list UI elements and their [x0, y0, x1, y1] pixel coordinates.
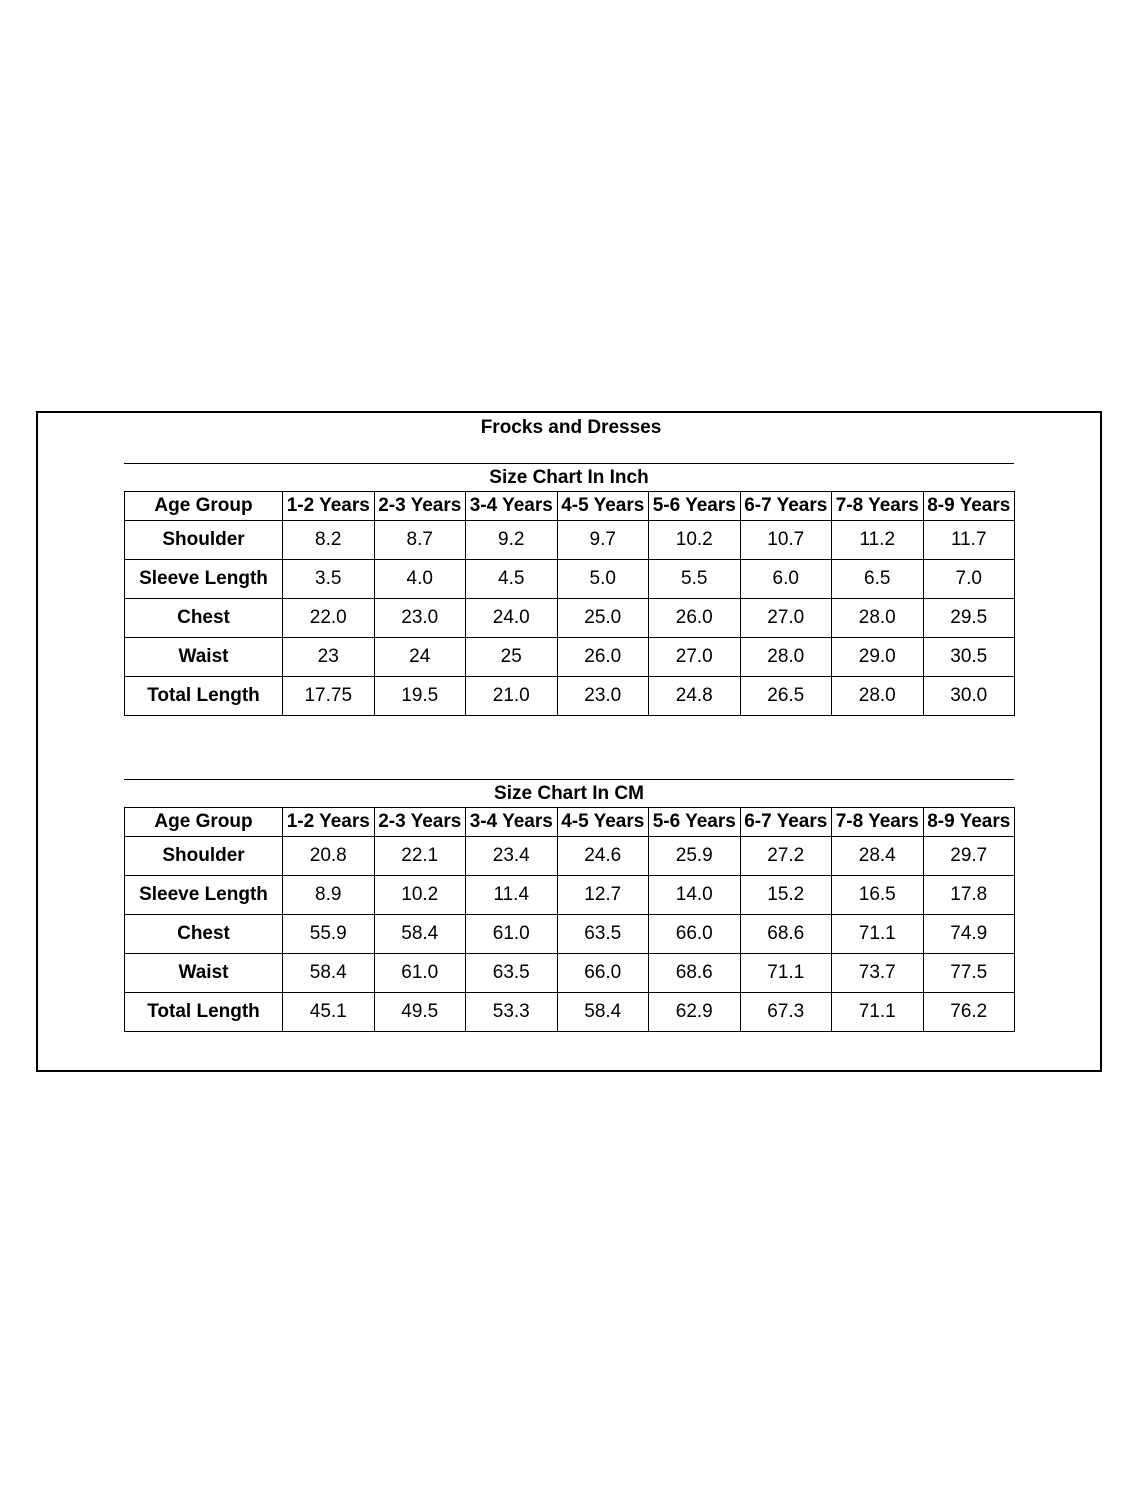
table-cell: 6.0	[740, 560, 832, 599]
table-cell: 28.0	[832, 677, 924, 716]
table-row	[125, 599, 1015, 638]
table-cell: 24.0	[466, 599, 558, 638]
table-cell: 9.2	[466, 521, 558, 560]
table-cell: 7.0	[923, 560, 1015, 599]
table-cell: 62.9	[649, 993, 741, 1032]
table-cell: 24.8	[649, 677, 741, 716]
row-label: Waist	[125, 638, 283, 677]
table-row	[125, 915, 1015, 954]
table-cell: 28.4	[832, 837, 924, 876]
table-row	[125, 993, 1015, 1032]
table-cell: 26.0	[557, 638, 649, 677]
table-cell: 29.7	[923, 837, 1015, 876]
document-title: Frocks and Dresses	[480, 417, 662, 438]
table-cell: 11.4	[466, 876, 558, 915]
row-label: Waist	[125, 954, 283, 993]
table-cell: 61.0	[466, 915, 558, 954]
table-row	[125, 954, 1015, 993]
table-cell: 66.0	[649, 915, 741, 954]
table-cell: 28.0	[832, 599, 924, 638]
table-cell: 22.0	[283, 599, 375, 638]
table-cell: 71.1	[740, 954, 832, 993]
column-header: 8-9 Years	[923, 808, 1015, 837]
column-header: 2-3 Years	[374, 808, 466, 837]
table-cell: 8.9	[283, 876, 375, 915]
table-cell: 30.0	[923, 677, 1015, 716]
table-cell: 26.5	[740, 677, 832, 716]
table-cell: 15.2	[740, 876, 832, 915]
table-cell: 29.5	[923, 599, 1015, 638]
row-label: Shoulder	[125, 837, 283, 876]
table-header-row	[125, 492, 1015, 521]
column-header: 1-2 Years	[283, 808, 375, 837]
age-group-header: Age Group	[125, 492, 283, 521]
table-cell: 16.5	[832, 876, 924, 915]
table-cell: 12.7	[557, 876, 649, 915]
size-chart-sheet	[36, 411, 1102, 1072]
column-header: 6-7 Years	[740, 808, 832, 837]
table-cell: 73.7	[832, 954, 924, 993]
table-cell: 63.5	[557, 915, 649, 954]
table-row	[125, 837, 1015, 876]
table-cell: 63.5	[466, 954, 558, 993]
row-label: Chest	[125, 915, 283, 954]
inch-chart-caption: Size Chart In Inch	[124, 463, 1014, 491]
table-cell: 58.4	[283, 954, 375, 993]
column-header: 7-8 Years	[832, 492, 924, 521]
table-cell: 10.7	[740, 521, 832, 560]
table-cell: 17.8	[923, 876, 1015, 915]
table-cell: 71.1	[832, 993, 924, 1032]
table-cell: 53.3	[466, 993, 558, 1032]
table-cell: 22.1	[374, 837, 466, 876]
inch-size-chart	[124, 463, 1014, 716]
row-label: Sleeve Length	[125, 876, 283, 915]
column-header: 2-3 Years	[374, 492, 466, 521]
table-cell: 23.4	[466, 837, 558, 876]
table-cell: 68.6	[740, 915, 832, 954]
table-cell: 21.0	[466, 677, 558, 716]
table-cell: 8.7	[374, 521, 466, 560]
table-cell: 6.5	[832, 560, 924, 599]
cm-size-chart	[124, 779, 1014, 1032]
row-label: Sleeve Length	[125, 560, 283, 599]
table-cell: 71.1	[832, 915, 924, 954]
table-cell: 28.0	[740, 638, 832, 677]
column-header: 8-9 Years	[923, 492, 1015, 521]
table-cell: 10.2	[374, 876, 466, 915]
column-header: 7-8 Years	[832, 808, 924, 837]
table-cell: 25.0	[557, 599, 649, 638]
column-header: 5-6 Years	[649, 492, 741, 521]
table-cell: 68.6	[649, 954, 741, 993]
table-cell: 25	[466, 638, 558, 677]
table-cell: 27.0	[740, 599, 832, 638]
cm-size-table	[124, 807, 1015, 1032]
row-label: Shoulder	[125, 521, 283, 560]
row-label: Total Length	[125, 993, 283, 1032]
table-cell: 23	[283, 638, 375, 677]
table-cell: 58.4	[557, 993, 649, 1032]
table-cell: 45.1	[283, 993, 375, 1032]
age-group-header: Age Group	[125, 808, 283, 837]
table-cell: 14.0	[649, 876, 741, 915]
column-header: 1-2 Years	[283, 492, 375, 521]
table-cell: 29.0	[832, 638, 924, 677]
table-cell: 77.5	[923, 954, 1015, 993]
table-cell: 10.2	[649, 521, 741, 560]
table-cell: 4.5	[466, 560, 558, 599]
table-cell: 23.0	[374, 599, 466, 638]
table-cell: 5.5	[649, 560, 741, 599]
table-cell: 17.75	[283, 677, 375, 716]
table-row	[125, 677, 1015, 716]
column-header: 3-4 Years	[466, 492, 558, 521]
table-cell: 5.0	[557, 560, 649, 599]
table-cell: 66.0	[557, 954, 649, 993]
table-cell: 55.9	[283, 915, 375, 954]
table-cell: 11.2	[832, 521, 924, 560]
table-cell: 25.9	[649, 837, 741, 876]
table-cell: 9.7	[557, 521, 649, 560]
table-cell: 24.6	[557, 837, 649, 876]
table-cell: 11.7	[923, 521, 1015, 560]
column-header: 3-4 Years	[466, 808, 558, 837]
table-cell: 23.0	[557, 677, 649, 716]
column-header: 4-5 Years	[557, 492, 649, 521]
table-cell: 19.5	[374, 677, 466, 716]
table-cell: 24	[374, 638, 466, 677]
table-cell: 4.0	[374, 560, 466, 599]
table-cell: 74.9	[923, 915, 1015, 954]
row-label: Total Length	[125, 677, 283, 716]
row-label: Chest	[125, 599, 283, 638]
column-header: 4-5 Years	[557, 808, 649, 837]
table-cell: 58.4	[374, 915, 466, 954]
column-header: 6-7 Years	[740, 492, 832, 521]
table-cell: 26.0	[649, 599, 741, 638]
table-row	[125, 560, 1015, 599]
table-cell: 27.0	[649, 638, 741, 677]
table-cell: 76.2	[923, 993, 1015, 1032]
table-header-row	[125, 808, 1015, 837]
column-header: 5-6 Years	[649, 808, 741, 837]
table-cell: 61.0	[374, 954, 466, 993]
table-row	[125, 521, 1015, 560]
table-cell: 49.5	[374, 993, 466, 1032]
table-cell: 67.3	[740, 993, 832, 1032]
table-cell: 27.2	[740, 837, 832, 876]
table-cell: 30.5	[923, 638, 1015, 677]
table-row	[125, 638, 1015, 677]
table-cell: 8.2	[283, 521, 375, 560]
table-cell: 3.5	[283, 560, 375, 599]
table-row	[125, 876, 1015, 915]
inch-size-table	[124, 491, 1015, 716]
cm-chart-caption: Size Chart In CM	[124, 779, 1014, 807]
table-cell: 20.8	[283, 837, 375, 876]
